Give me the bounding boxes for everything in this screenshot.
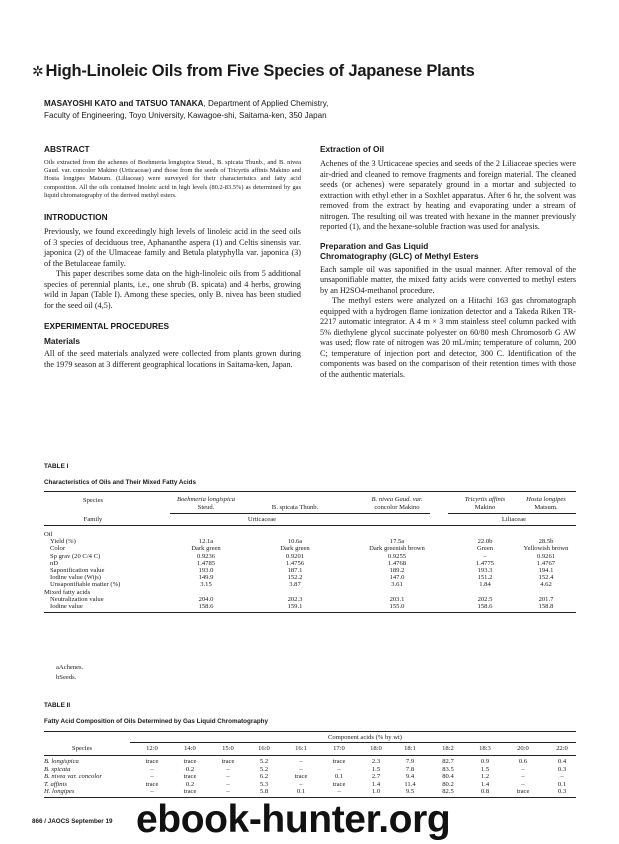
table-cell: 9.4 bbox=[405, 773, 415, 781]
table-cell: 3.61 bbox=[391, 581, 403, 589]
table-cell: trace bbox=[145, 758, 159, 765]
family-urticaceae: Urticaceae bbox=[247, 516, 277, 523]
table-cell: 3.87 bbox=[289, 581, 301, 589]
table-cell: 80.4 bbox=[442, 773, 454, 781]
species-authority: Matsum. bbox=[534, 504, 558, 511]
table-cell: – bbox=[299, 765, 303, 773]
table-cell: 5.8 bbox=[259, 788, 269, 796]
table-1-footnote-b: bSeeds. bbox=[56, 674, 77, 681]
table-cell: 204.0 bbox=[198, 595, 214, 603]
table-cell: 1.2 bbox=[480, 773, 490, 781]
preparation-paragraph-1: Each sample oil was saponified in the usual manner. After removal of the unsaponifiable matter, the mixed fatty acids were converted to methyl esters by an H2SO4-methanol procedure. bbox=[320, 264, 576, 295]
table-cell: 0.9261 bbox=[536, 552, 556, 560]
table-cell: 80.2 bbox=[442, 780, 454, 788]
table-cell: 152.4 bbox=[538, 574, 554, 582]
column-header: 18:2 bbox=[442, 745, 454, 752]
table-cell: – bbox=[521, 780, 525, 788]
table-cell: – bbox=[299, 758, 303, 765]
table-2-caption: Fatty Acid Composition of Oils Determined by Gas Liquid Chromatography bbox=[44, 718, 269, 725]
species-authority: B. spicata Thunb. bbox=[271, 504, 319, 511]
table-cell: 4.62 bbox=[540, 581, 552, 589]
table-cell: – bbox=[521, 773, 525, 781]
column-header: 15:0 bbox=[222, 745, 234, 752]
table-cell: 2.3 bbox=[371, 758, 381, 765]
table-cell: 0.2 bbox=[185, 780, 195, 788]
table-cell: Yellowish brown bbox=[523, 545, 569, 553]
table-cell: 147.0 bbox=[389, 574, 405, 582]
species-authority: concolor Makino bbox=[374, 504, 420, 511]
table-cell: 3.15 bbox=[200, 581, 212, 589]
table-cell: 0.6 bbox=[518, 758, 528, 765]
table-cell: – bbox=[150, 765, 154, 773]
family-liliaceae: Liliaceae bbox=[501, 516, 527, 523]
column-header: 14:0 bbox=[184, 745, 196, 752]
table-cell: 5.2 bbox=[259, 758, 269, 765]
table-cell: 7.8 bbox=[405, 765, 415, 773]
table-cell: Green bbox=[476, 545, 494, 553]
introduction-paragraph-1: Previously, we found exceedingly high levels of linoleic acid in the seed oils of 3 species of deciduous tree, Aphananthe aspera (1) and Celtis sinensis var. japonica (2) of the Ulmaceae family and Betula platyphylla var. japonica (3) of the Betulaceae family. bbox=[44, 227, 301, 268]
table-2-label: TABLE II bbox=[44, 702, 71, 709]
extraction-heading: Extraction of Oil bbox=[320, 144, 385, 154]
table-cell: 159.1 bbox=[287, 603, 303, 610]
table-cell: 11.4 bbox=[404, 780, 416, 788]
table-cell: 1.4 bbox=[371, 780, 381, 788]
species-name: B. nivea Gaud. var. bbox=[371, 496, 423, 503]
table-cell: 187.1 bbox=[287, 567, 303, 574]
table-row-label: Unsaponifiable matter (%) bbox=[50, 581, 121, 589]
table-cell: Dark green bbox=[280, 545, 310, 553]
table-cell: 193.3 bbox=[477, 567, 493, 574]
materials-text: All of the seed materials analyzed were collected from plants grown during the 1979 season at 3 different geographical locations in Saitama-ken, Japan. bbox=[44, 349, 301, 369]
table-cell: 149.9 bbox=[198, 574, 214, 582]
table-cell: – bbox=[483, 552, 487, 560]
table-cell: 193.0 bbox=[198, 567, 214, 574]
table-cell: 189.2 bbox=[389, 567, 405, 574]
affiliation-line-1: , Department of Applied Chemistry, bbox=[203, 99, 329, 108]
table-cell: 158.8 bbox=[538, 603, 554, 610]
table-cell: 1.5 bbox=[371, 765, 381, 773]
affiliation-line-2: Faculty of Engineering, Toyo University, Kawagoe-shi, Saitama-ken, 350 Japan bbox=[44, 111, 327, 120]
table-2-header-rule bbox=[44, 755, 576, 756]
column-header: 17:0 bbox=[333, 745, 345, 752]
table-cell: – bbox=[299, 780, 303, 788]
column-header: 12:0 bbox=[146, 745, 158, 752]
table-cell: 152.2 bbox=[287, 574, 303, 582]
table-cell: 0.9255 bbox=[387, 552, 407, 560]
table-cell: 1.4756 bbox=[285, 559, 305, 567]
column-header: 18:3 bbox=[479, 745, 491, 752]
table-cell: 0.1 bbox=[334, 773, 344, 781]
species-name: Boehmeria longispica bbox=[176, 496, 236, 503]
abstract-heading: ABSTRACT bbox=[44, 144, 90, 154]
table-cell: 203.1 bbox=[389, 595, 405, 603]
introduction-heading: INTRODUCTION bbox=[44, 212, 108, 223]
species-name: T. affinis bbox=[44, 780, 67, 788]
table-row-label: Oil bbox=[44, 531, 53, 538]
table-cell: Dark greenish brown bbox=[369, 545, 425, 553]
species-authority: Makino bbox=[474, 504, 496, 511]
preparation-heading-line-2: Chromatography (GLC) of Methyl Esters bbox=[320, 250, 479, 261]
table-cell: 28.5b bbox=[538, 538, 554, 546]
table-cell: 7.9 bbox=[405, 758, 415, 765]
table-cell: 0.8 bbox=[480, 788, 490, 796]
species-name: B. longispica bbox=[44, 758, 79, 765]
table-cell: 82.5 bbox=[442, 788, 454, 796]
column-header: 20:0 bbox=[517, 745, 529, 752]
species-header: Species bbox=[82, 497, 104, 504]
paper-title: ✲ High-Linoleic Oils from Five Species of Japanese Plants bbox=[32, 62, 475, 80]
table-cell: – bbox=[226, 788, 230, 796]
table-cell: 1.4767 bbox=[536, 559, 556, 567]
table-cell: – bbox=[150, 773, 154, 781]
table-row-label: Mixed fatty acids bbox=[44, 588, 91, 596]
table-row-label: Saponification value bbox=[50, 567, 105, 574]
authors: MASAYOSHI KATO and TATSUO TANAKA bbox=[44, 99, 204, 108]
table-cell: 1.5 bbox=[480, 765, 490, 773]
experimental-heading: EXPERIMENTAL PROCEDURES bbox=[44, 321, 170, 332]
extraction-text: Achenes of the 3 Urticaceae species and seeds of the 2 Liliaceae species were air-dried and cleaned to remove fragments and foreign material. The cleaned seeds (or achenes) were separately ground in a mortar and subjected to extraction with ethyl ether in a Soxhlet apparatus. After 6 hr, the solvent was removed from the extract by heating and evaporating under a stream of nitrogen. The resulting oil was treated with hexane in the manner previously reported (1), and the hexane-soluble fraction was used for analysis. bbox=[320, 159, 576, 231]
table-cell: – bbox=[337, 788, 341, 796]
component-acids-header: Component acids (% by wt) bbox=[328, 734, 402, 741]
table-cell: trace bbox=[183, 788, 197, 796]
table-1-caption: Characteristics of Oils and Their Mixed Fatty Acids bbox=[44, 479, 196, 486]
table-cell: 202.3 bbox=[287, 595, 303, 603]
preparation-paragraph-2: The methyl esters were analyzed on a Hitachi 163 gas chromatograph equipped with a hydrogen flame ionization detector and a Takeda Riken TR-2217 automatic integrator. A 4 m × 3 mm stainless steel column packed with 5% diethylene glycol succinate polyester on 60/80 mesh Chromosorb G AW was used; flow rate of nitrogen was 20 mL/min; temperature of column, 200 C; temperature of injection port and detector, 300 C. Identification of the components was based on the comparison of their retention times with those of the authentic materials. bbox=[320, 296, 576, 379]
species-name: B. nivea var. concolor bbox=[44, 773, 103, 781]
table-cell: trace bbox=[516, 788, 530, 796]
column-header: 16:0 bbox=[258, 745, 270, 752]
table-cell: 1.4768 bbox=[387, 559, 407, 567]
species-name: H. longipes bbox=[44, 788, 75, 796]
table-cell: 1.84 bbox=[479, 581, 491, 589]
title-mark-icon: ✲ bbox=[32, 63, 44, 79]
table-cell: 1.4 bbox=[480, 780, 490, 788]
preparation-heading-line-1: Preparation and Gas Liquid bbox=[320, 240, 429, 251]
page-footer: 866 / JAOCS September 19 bbox=[32, 818, 113, 825]
table-cell: – bbox=[560, 773, 564, 781]
table-cell: 9.5 bbox=[405, 788, 415, 796]
table-cell: 194.1 bbox=[538, 567, 554, 574]
table-cell: trace bbox=[183, 773, 197, 781]
table-row-label: Sp grav (20 C/4 C) bbox=[50, 552, 101, 560]
species-header: Species bbox=[71, 745, 93, 752]
table-row-label: Neutralization value bbox=[50, 595, 104, 603]
table-cell: 10.6a bbox=[287, 538, 303, 546]
group-underline bbox=[130, 742, 576, 743]
table-cell: 83.5 bbox=[442, 765, 454, 773]
table-cell: – bbox=[226, 773, 230, 781]
table-cell: 0.3 bbox=[557, 765, 567, 773]
table-cell: 0.3 bbox=[557, 788, 567, 796]
table-cell: trace bbox=[221, 758, 235, 765]
table-1-label: TABLE I bbox=[44, 463, 69, 470]
table-1-footnote-a: aAchenes. bbox=[56, 664, 84, 671]
table-cell: 6.2 bbox=[259, 773, 269, 781]
column-header: 18:0 bbox=[370, 745, 382, 752]
table-cell: 0.1 bbox=[557, 780, 567, 788]
table-cell: 82.7 bbox=[442, 758, 454, 765]
column-header: 16:1 bbox=[295, 745, 307, 752]
species-name: Tricyrtis affinis bbox=[464, 496, 506, 503]
table-row-label: Color bbox=[50, 545, 66, 553]
table-cell: trace bbox=[183, 758, 197, 765]
table-cell: 2.7 bbox=[371, 773, 381, 781]
species-name: B. spicata bbox=[44, 765, 71, 773]
table-cell: 151.2 bbox=[477, 574, 493, 582]
table-cell: 0.2 bbox=[185, 765, 195, 773]
table-row-label: Yield (%) bbox=[50, 538, 76, 546]
table-row-label: Iodine value bbox=[50, 603, 83, 610]
table-cell: trace bbox=[294, 773, 308, 781]
table-cell: 0.9201 bbox=[285, 552, 305, 560]
table-cell: – bbox=[521, 765, 525, 773]
table-cell: 0.9 bbox=[480, 758, 490, 765]
table-cell: 0.1 bbox=[296, 788, 306, 796]
table-cell: trace bbox=[145, 780, 159, 788]
table-cell: 155.0 bbox=[389, 603, 405, 610]
column-header: 18:1 bbox=[404, 745, 416, 752]
table-cell: 202.5 bbox=[477, 595, 493, 603]
table-cell: 5.3 bbox=[259, 780, 269, 788]
table-cell: trace bbox=[332, 758, 346, 765]
family-header: Family bbox=[83, 516, 103, 523]
materials-heading: Materials bbox=[44, 336, 80, 347]
table-cell: 0.9236 bbox=[196, 552, 216, 560]
table-cell: 158.6 bbox=[477, 603, 493, 610]
species-authority: Steud. bbox=[197, 504, 215, 511]
table-cell: trace bbox=[332, 780, 346, 788]
table-cell: 1.4775 bbox=[475, 559, 495, 567]
column-header: 22:0 bbox=[556, 745, 568, 752]
abstract-text: Oils extracted from the achenes of Boehmeria longispica Steud., B. spicata Thunb., and B. nivea Gaud. var. concolor Makino (Urticaceae) and those from the seeds of Tricyrtis affinis Makino and Hosta longipes Matsum. (Liliaceae) were surveyed for their characteristics and fatty acid composition. All the oils contained linoleic acid in high levels (80.2-83.5%) as determined by gas liquid chromatography of the derived methyl esters. bbox=[44, 159, 301, 199]
table-row-label: Iodine value (Wijs) bbox=[50, 574, 102, 582]
table-cell: – bbox=[337, 765, 341, 773]
table-cell: – bbox=[150, 788, 154, 796]
table-cell: – bbox=[226, 765, 230, 773]
table-cell: 5.2 bbox=[259, 765, 269, 773]
table-row-label: nD bbox=[50, 559, 59, 567]
table-cell: 17.5a bbox=[389, 538, 405, 546]
table-cell: Dark green bbox=[191, 545, 221, 553]
table-cell: 1.0 bbox=[371, 788, 381, 796]
watermark: ebook-hunter.org bbox=[136, 798, 451, 841]
table-cell: 22.0b bbox=[477, 538, 493, 546]
table-cell: 0.4 bbox=[557, 758, 567, 765]
introduction-paragraph-2: This paper describes some data on the high-linoleic oils from 5 additional species of perennial plants, i.e., one shrub (B. spicata) and 4 herbs, growing wild in Japan (Table I). Among these species, only B. nivea has been studied for the seed oil (4,5). bbox=[44, 269, 301, 310]
table-cell: 201.7 bbox=[538, 595, 554, 603]
table-cell: 12.1a bbox=[198, 538, 214, 546]
species-name: Hosta longipes bbox=[526, 496, 566, 503]
table-cell: – bbox=[226, 780, 230, 788]
table-cell: 158.6 bbox=[198, 603, 214, 610]
table-cell: 1.4785 bbox=[196, 559, 216, 567]
